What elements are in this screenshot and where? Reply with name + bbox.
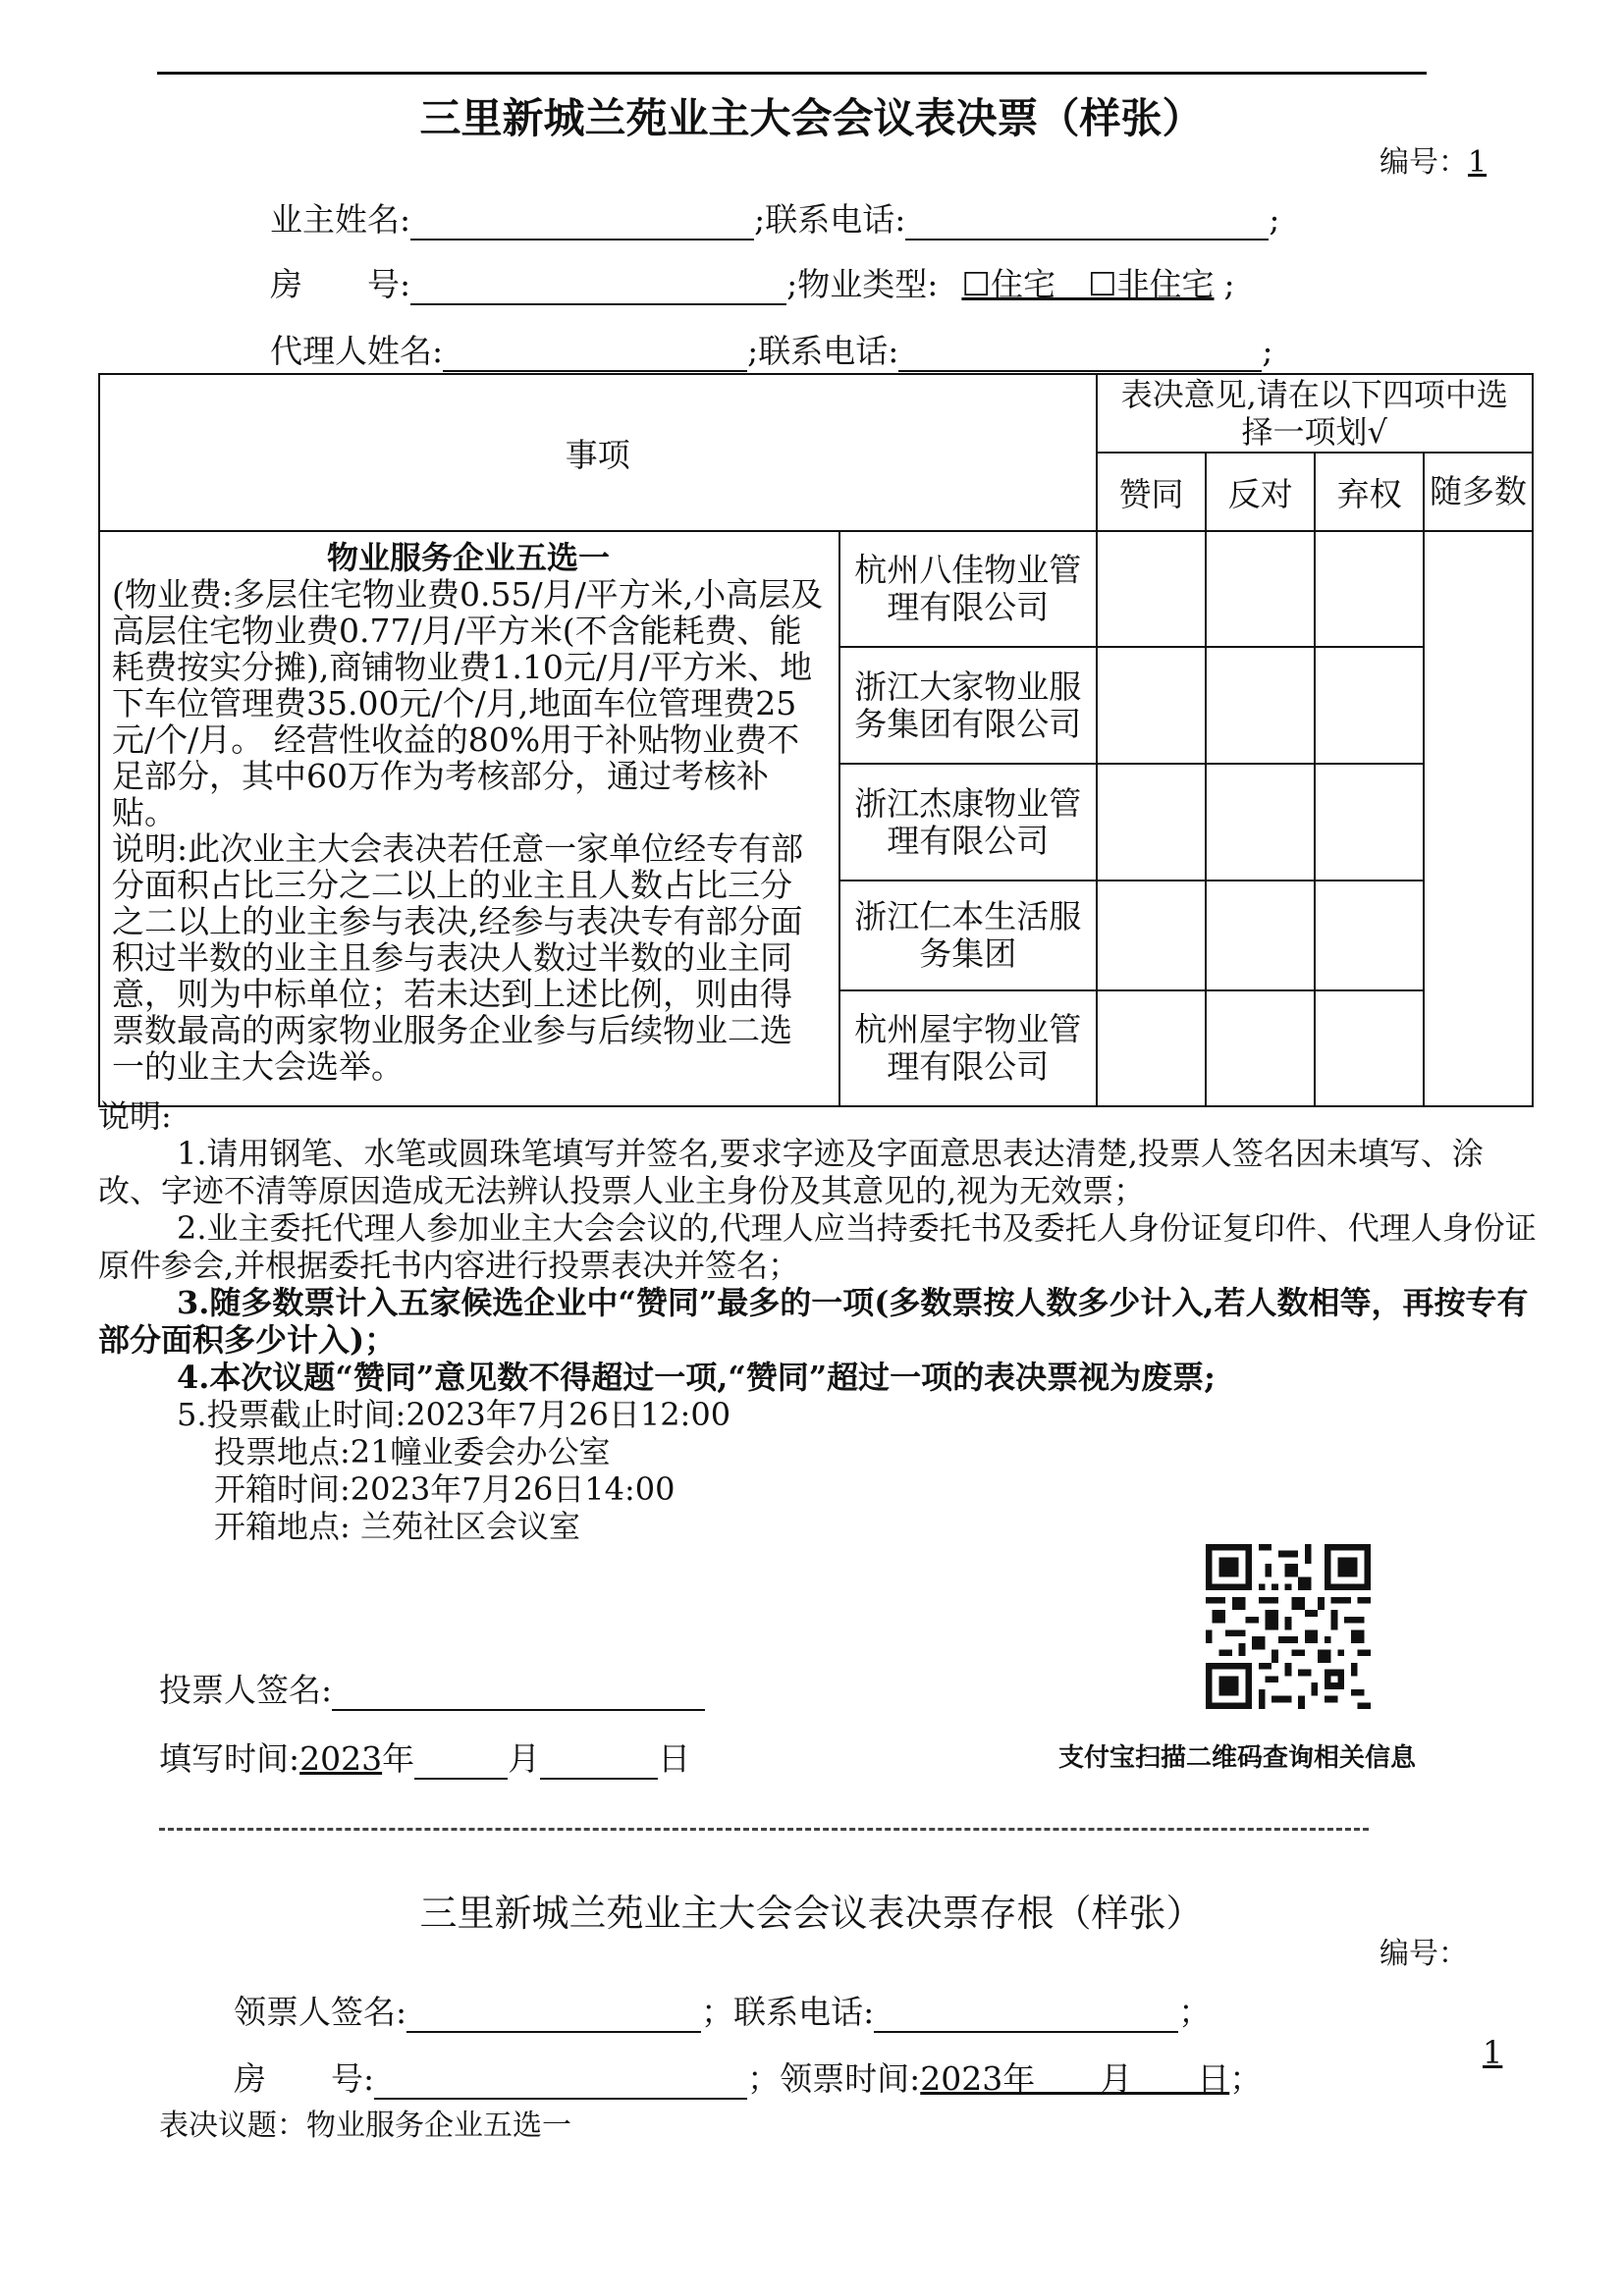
note-3: 3.随多数票计入五家候选企业中“赞同”最多的一项(多数票按人数多少计入,若人数相等，再按专有部分面积多少计入)； [98,1284,1529,1359]
vote-cell-follow-majority[interactable] [1424,531,1533,1106]
stub-row1-end: ； [1178,1993,1212,2031]
room-label: 房 号: [270,265,411,303]
vote-cell-4-abstain[interactable] [1315,881,1424,990]
stub-phone-label: ；联系电话: [701,1993,875,2031]
owner-row-end: ; [1269,200,1280,239]
vote-cell-2-oppose[interactable] [1206,647,1315,764]
stub-receiver-field[interactable] [406,2000,701,2033]
ballot-number-value: 1 [1468,145,1488,180]
fee-text: (物业费:多层住宅物业费0.55/月/平方米,小高层及高层住宅物业费0.77/月/平方米(不含能耗费、能耗费按实分摊),商铺物业费1.10元/月/平方米、地下车位管理费35.00元/个/月,地面车位管理费25元/个/月。 经营性收益的80%用于补贴物业费不足部分，其中60万作为考核部分，通过考核补贴。 [112,575,824,831]
fill-time-row [159,1734,690,1780]
note-4: 4.本次议题“赞同”意见数不得超过一项,“赞同”超过一项的表决票视为废票; [177,1359,1216,1396]
owner-phone-field[interactable] [905,207,1269,240]
qr-caption: 支付宝扫描二维码查询相关信息 [1057,1743,1416,1773]
room-row [270,259,1235,305]
stub-title: 三里新城兰苑业主大会会议表决票存根（样张） [419,1892,1204,1935]
ballot-title: 三里新城兰苑业主大会会议表决票（样张） [419,94,1204,142]
vote-cell-1-agree[interactable] [1097,531,1207,647]
qr-code-icon [1206,1543,1371,1710]
stub-receiver-label: 领票人签名: [234,1993,407,2031]
vote-table [98,373,1534,1107]
note-5-place: 投票地点:21幢业委会办公室 [214,1433,611,1470]
note-2: 2.业主委托代理人参加业主大会会议的,代理人应当持委托书及委托人身份证复印件、代理人身份证原件参会,并根据委托书内容进行投票表决并签名； [98,1209,1537,1284]
fill-year: 2023 [299,1739,383,1778]
stub-room-row [234,2054,1262,2100]
vote-cell-3-oppose[interactable] [1206,764,1315,881]
ballot-number-label: 编号： [1380,145,1468,180]
company-3: 浙江杰康物业管理有限公司 [839,764,1097,881]
vote-cell-1-oppose[interactable] [1206,531,1315,647]
property-type-options[interactable]: ☐住宅 ☐非住宅 [961,265,1215,303]
stub-receive-time-label: ；领票时间: [747,2059,921,2098]
vote-cell-1-abstain[interactable] [1315,531,1424,647]
room-row-end: ; [1223,265,1235,303]
notes-section [98,1097,1542,1545]
agent-phone-field[interactable] [898,339,1262,372]
voter-sign-row [159,1665,705,1711]
choice-agree: 赞同 [1097,453,1207,531]
stub-phone-field[interactable] [874,2000,1178,2033]
stub-number [1380,1929,1468,1972]
owner-name-field[interactable] [410,207,754,240]
owner-row [270,194,1280,240]
topic-description [99,531,839,1106]
choice-follow-majority: 随多数 [1424,453,1533,531]
agent-phone-label: ;联系电话: [747,332,899,370]
top-rule [157,72,1427,75]
vote-cell-2-abstain[interactable] [1315,647,1424,764]
room-field[interactable] [410,272,786,305]
owner-name-label: 业主姓名: [270,200,411,239]
choice-abstain: 弃权 [1315,453,1424,531]
company-1: 杭州八佳物业管理有限公司 [839,531,1097,647]
item-header: 事项 [99,374,1097,531]
stub-receiver-row [234,1987,1211,2033]
notes-heading: 说明: [98,1097,172,1135]
stub-row2-end: ； [1229,2059,1263,2098]
vote-cell-3-abstain[interactable] [1315,764,1424,881]
note-5-deadline: 5.投票截止时间:2023年7月26日12:00 [177,1396,731,1433]
property-type-label: ;物业类型: [786,265,939,303]
vote-cell-5-agree[interactable] [1097,990,1207,1106]
agent-name-label: 代理人姓名: [270,332,444,370]
stub-topic: 表决议题：物业服务企业五选一 [159,2109,571,2143]
vote-cell-3-agree[interactable] [1097,764,1207,881]
note-1: 1.请用钢笔、水笔或圆珠笔填写并签名,要求字迹及字面意思表达清楚,投票人签名因未填写、涂改、字迹不清等原因造成无法辨认投票人业主身份及其意见的,视为无效票； [98,1135,1484,1209]
fill-year-suffix: 年 [382,1739,415,1778]
fill-month-field[interactable] [414,1746,508,1780]
owner-phone-label: ;联系电话: [754,200,906,239]
voter-sign-label: 投票人签名: [159,1671,333,1709]
agent-row-end: ; [1262,332,1273,370]
fill-day-suffix: 日 [658,1739,691,1778]
fill-month-suffix: 月 [508,1739,541,1778]
topic-title: 物业服务企业五选一 [326,539,610,576]
vote-cell-5-abstain[interactable] [1315,990,1424,1106]
note-5-open-time: 开箱时间:2023年7月26日14:00 [214,1470,676,1508]
vote-cell-4-oppose[interactable] [1206,881,1315,990]
vote-cell-2-agree[interactable] [1097,647,1207,764]
stub-room-label: 房 号: [234,2059,375,2098]
cut-line [159,1828,1369,1831]
stub-room-field[interactable] [374,2066,747,2100]
agent-name-field[interactable] [443,339,747,372]
vote-cell-4-agree[interactable] [1097,881,1207,990]
stub-receive-time-value: 2023年 月 日 [920,2059,1230,2098]
choice-oppose: 反对 [1206,453,1315,531]
agent-row [270,326,1273,372]
fill-day-field[interactable] [540,1746,658,1780]
vote-cell-5-oppose[interactable] [1206,990,1315,1106]
company-5: 杭州屋宇物业管理有限公司 [839,990,1097,1106]
stub-number-label: 编号： [1380,1937,1468,1971]
company-2: 浙江大家物业服务集团有限公司 [839,647,1097,764]
company-4: 浙江仁本生活服务集团 [839,881,1097,990]
note-5-open-place: 开箱地点: 兰苑社区会议室 [214,1508,580,1545]
voter-sign-field[interactable] [332,1678,705,1711]
opinion-header: 表决意见,请在以下四项中选择一项划√ [1097,374,1533,453]
stub-number-value: 1 [1483,2034,1503,2071]
explain-text: 说明:此次业主大会表决若任意一家单位经专有部分面积占比三分之二以上的业主且人数占比三分之二以上的业主参与表决,经参与表决专有部分面积过半数的业主且参与表决人数过半数的业主同意，则为中标单位；若未达到上述比例，则由得票数最高的两家物业服务企业参与后续物业二选一的业主大会选举。 [112,829,804,1086]
ballot-number [1380,137,1487,181]
fill-time-label: 填写时间: [159,1739,300,1778]
